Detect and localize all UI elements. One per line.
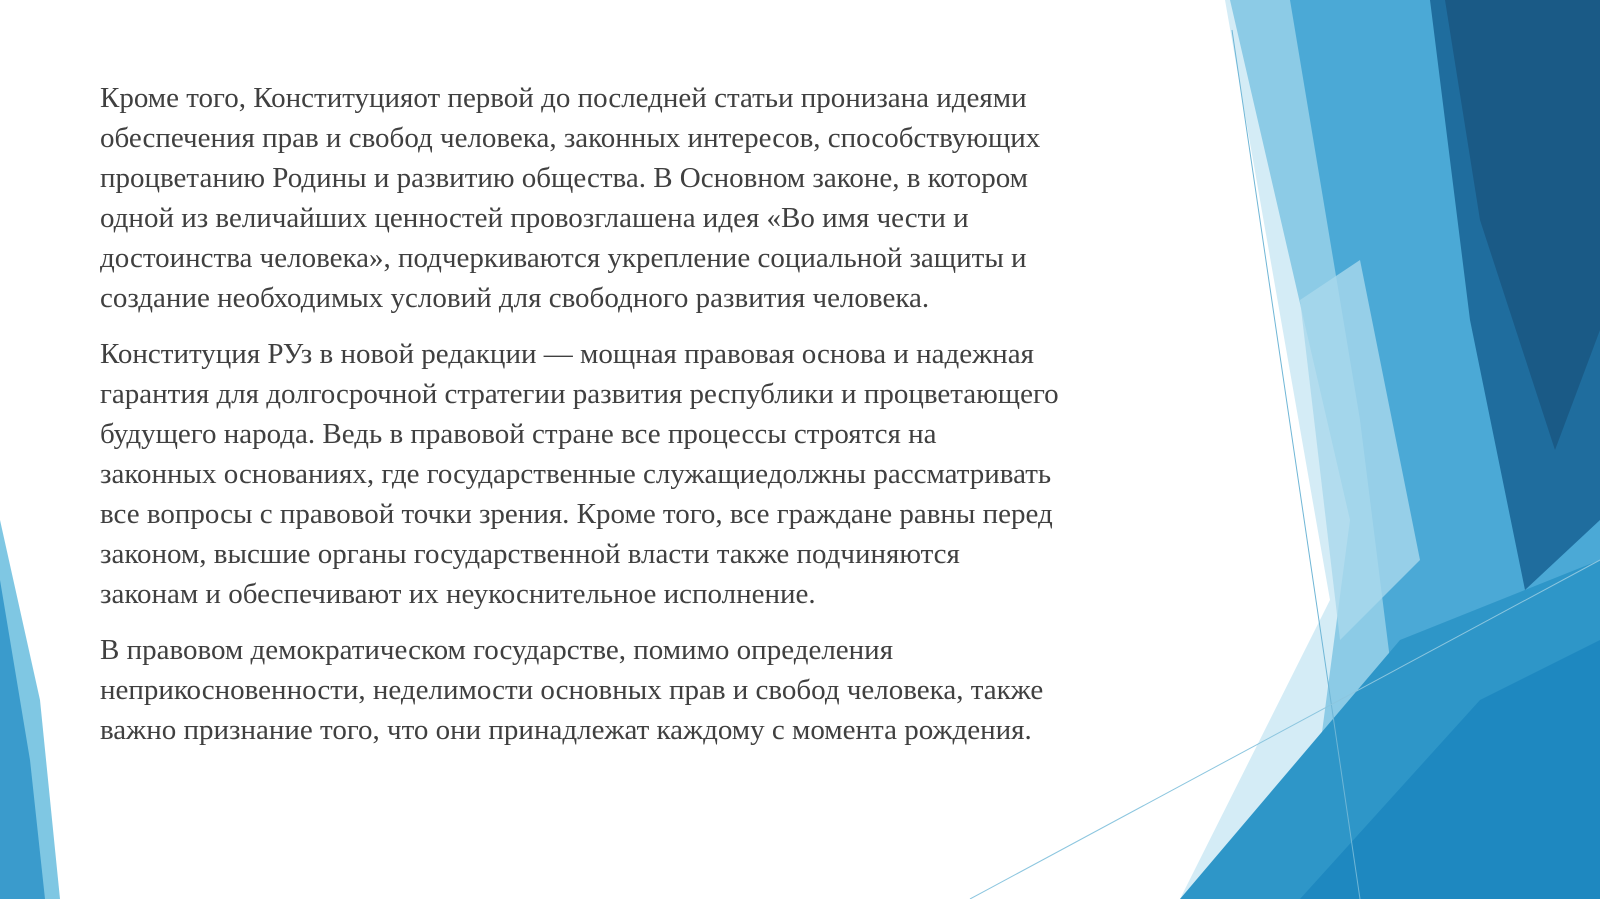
paragraph-democratic-state: В правовом демократическом государстве, помимо определения неприкосновенности, неделимости основных прав и свобод человека, также важно признание того, что они принадлежат каждому с момента рождения. xyxy=(100,634,1044,746)
slide-body xyxy=(100,78,1230,766)
paragraph-constitution-rights: Кроме того, Конституцияот первой до последней статьи пронизана идеями обеспечения прав и свобод человека, законных интересов, способствующих процветанию Родины и развитию общества. В Основном законе, в котором одной из величайших ценностей провозглашена идея «Во имя чести и достоинства человека», подчеркиваются укрепление социальной защиты и создание необходимых условий для свободного развития человека. xyxy=(100,82,1041,314)
paragraph-constitution-guarantee: Конституция РУз в новой редакции — мощная правовая основа и надежная гарантия для долгосрочной стратегии развития республики и процветающего будущего народа. Ведь в правовой стране все процессы строятся на законных основаниях, где государственные служащиедолжны рассматривать все вопросы с правовой точки зрения. Кроме того, все граждане равны перед законом, высшие органы государственной власти также подчиняются законам и обеспечивают их неукоснительное исполнение. xyxy=(100,338,1059,610)
